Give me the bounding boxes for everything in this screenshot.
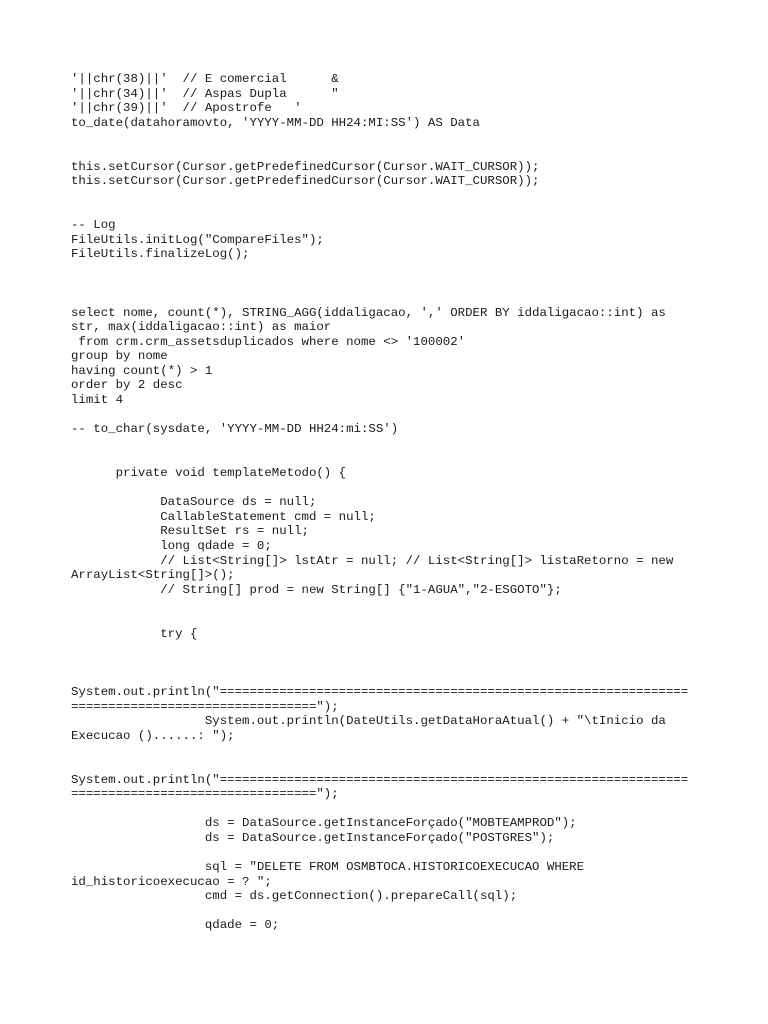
code-line <box>71 145 731 160</box>
code-line <box>71 203 731 218</box>
code-line: private void templateMetodo() { <box>71 466 347 481</box>
code-line <box>71 597 731 612</box>
code-line <box>71 670 731 685</box>
code-line <box>71 845 731 860</box>
code-line: str, max(iddaligacao::int) as maior <box>71 320 332 335</box>
code-text-block <box>71 72 731 933</box>
code-line: ================================="); <box>71 699 339 714</box>
code-line: DataSource ds = null; <box>71 495 317 510</box>
code-line <box>71 451 731 466</box>
code-line: cmd = ds.getConnection().prepareCall(sql); <box>71 889 518 904</box>
code-line: id_historicoexecucao = ? "; <box>71 874 272 889</box>
code-line: ds = DataSource.getInstanceForçado("POSTGRES"); <box>71 830 555 845</box>
code-line: FileUtils.initLog("CompareFiles"); <box>71 232 324 247</box>
code-line: Execucao ()......: "); <box>71 728 235 743</box>
code-line: group by nome <box>71 349 168 364</box>
code-line <box>71 437 731 452</box>
code-line: this.setCursor(Cursor.getPredefinedCursor(Cursor.WAIT_CURSOR)); <box>71 174 540 189</box>
code-line: order by 2 desc <box>71 378 183 393</box>
code-line <box>71 758 731 773</box>
code-line <box>71 276 731 291</box>
code-line: to_date(datahoramovto, 'YYYY-MM-DD HH24:MI:SS') AS Data <box>71 115 480 130</box>
code-line: sql = "DELETE FROM OSMBTOCA.HISTORICOEXECUCAO WHERE <box>71 860 585 875</box>
code-line: '||chr(38)||' // E comercial & <box>71 72 339 86</box>
code-line <box>71 189 731 204</box>
code-line: // List<String[]> lstAtr = null; // List<String[]> listaRetorno = new <box>71 553 674 568</box>
code-line: '||chr(39)||' // Apostrofe ' <box>71 101 302 116</box>
code-line: having count(*) > 1 <box>71 363 213 378</box>
code-line: -- to_char(sysdate, 'YYYY-MM-DD HH24:mi:SS') <box>71 422 399 437</box>
code-line <box>71 743 731 758</box>
code-line: from crm.crm_assetsduplicados where nome <> '100002' <box>71 334 466 349</box>
code-line: System.out.println("=============================================================== <box>71 684 689 699</box>
code-line <box>71 904 731 919</box>
code-line <box>71 481 731 496</box>
code-line: -- Log <box>71 217 116 232</box>
code-line: FileUtils.finalizeLog(); <box>71 247 250 262</box>
code-line <box>71 802 731 817</box>
code-line: select nome, count(*), STRING_AGG(iddaligacao, ',' ORDER BY iddaligacao::int) as <box>71 305 666 320</box>
code-line <box>71 130 731 145</box>
code-line <box>71 408 731 423</box>
code-line <box>71 291 731 306</box>
code-line: long qdade = 0; <box>71 539 272 553</box>
code-line: System.out.println(DateUtils.getDataHoraAtual() + "\tInicio da <box>71 714 666 729</box>
code-line: System.out.println("=============================================================== <box>71 772 689 787</box>
code-line: try { <box>71 626 198 641</box>
code-line: CallableStatement cmd = null; <box>71 509 376 524</box>
code-line: '||chr(34)||' // Aspas Dupla " <box>71 86 339 101</box>
code-line: this.setCursor(Cursor.getPredefinedCursor(Cursor.WAIT_CURSOR)); <box>71 159 540 174</box>
code-line <box>71 656 731 671</box>
code-line <box>71 262 731 277</box>
code-line: ResultSet rs = null; <box>71 524 309 539</box>
code-line: // String[] prod = new String[] {"1-AGUA","2-ESGOTO"}; <box>71 582 562 597</box>
code-line <box>71 641 731 656</box>
code-line: ArrayList<String[]>(); <box>71 568 235 583</box>
code-line: qdade = 0; <box>71 918 280 933</box>
code-line <box>71 612 731 627</box>
code-line: ================================="); <box>71 787 339 802</box>
code-line: ds = DataSource.getInstanceForçado("MOBTEAMPROD"); <box>71 816 577 831</box>
code-line: limit 4 <box>71 393 124 408</box>
